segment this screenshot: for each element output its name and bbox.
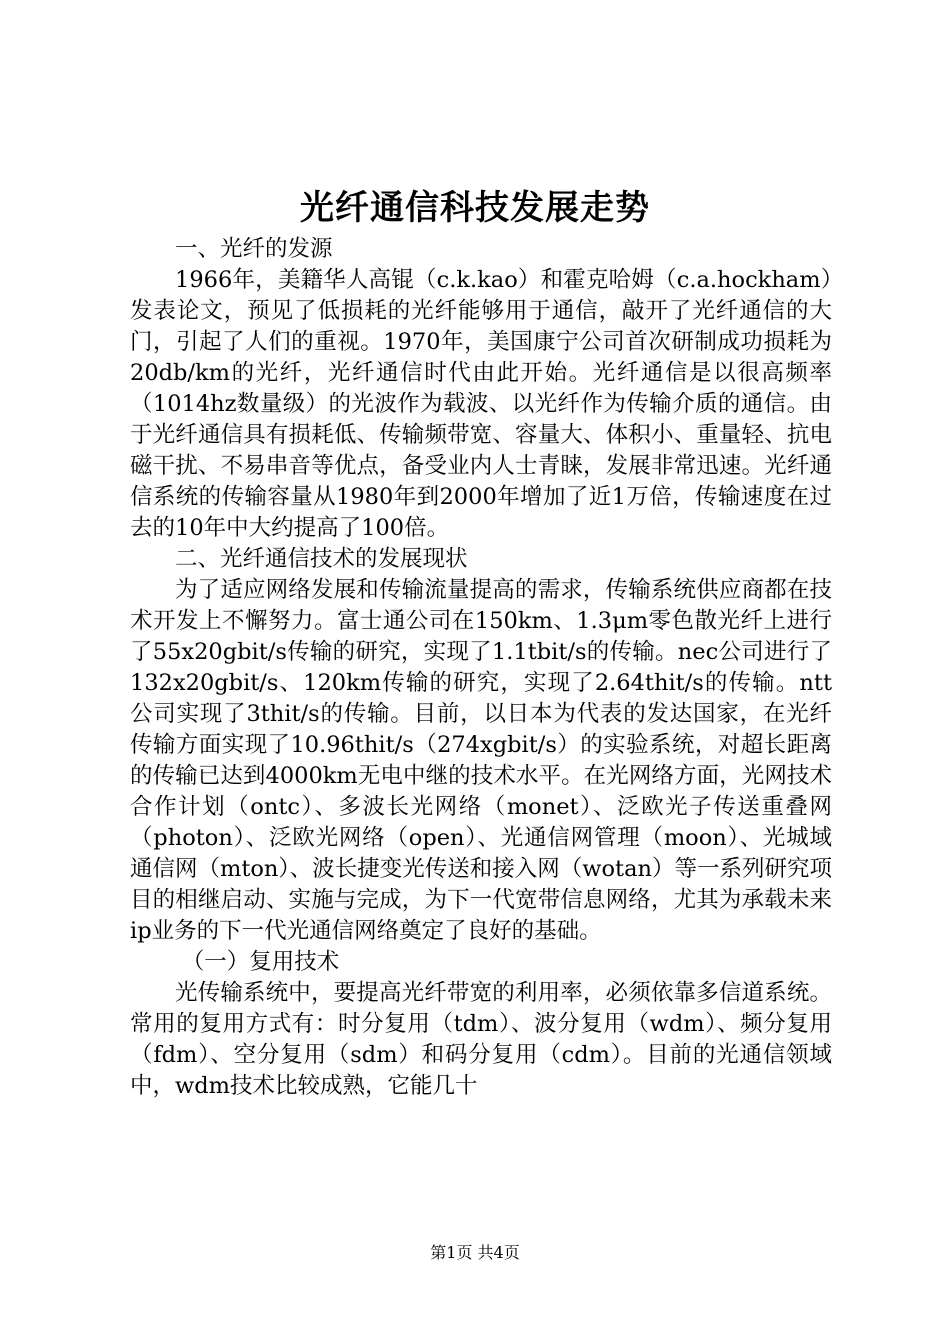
paragraph-status: 为了适应网络发展和传输流量提高的需求，传输系统供应商都在技术开发上不懈努力。富士通公司在150km、1.3μm零色散光纤上进行了55x20gbit/s传输的研究，实现了1.1tbit/s的传输。nec公司进行了132x20gbit/s、120km传输的研究，实现了2.64thit/s的传输。ntt公司实现了3thit/s的传输。目前，以日本为代表的发达国家，在光纤传输方面实现了10.96thit/s（274xgbit/s）的实验系统，对超长距离的传输已达到4000km无电中继的技术水平。在光网络方面，光网技术合作计划（ontc）、多波长光网络（monet）、泛欧光子传送重叠网（photon）、泛欧光网络（open）、光通信网管理（moon）、光城域通信网（mton）、波长捷变光传送和接入网（wotan）等一系列研究项目的相继启动、实施与完成，为下一代宽带信息网络，尤其为承载未来ip业务的下一代光通信网络奠定了良好的基础。 [130,577,832,944]
section-heading-status: 二、光纤通信技术的发展现状 [175,546,468,572]
document-body [130,234,832,1102]
paragraph-origin: 1966年，美籍华人高锟（c.k.kao）和霍克哈姆（c.a.hockham）发表论文，预见了低损耗的光纤能够用于通信，敲开了光纤通信的大门，引起了人们的重视。1970年，美国康宁公司首次研制成功损耗为20db/km的光纤，光纤通信时代由此开始。光纤通信是以很高频率（1014hz数量级）的光波作为载波、以光纤作为传输介质的通信。由于光纤通信具有损耗低、传输频带宽、容量大、体积小、重量轻、抗电磁干扰、不易串音等优点，备受业内人士青睐，发展非常迅速。光纤通信系统的传输容量从1980年到2000年增加了近1万倍，传输速度在过去的10年中大约提高了100倍。 [130,267,832,541]
page-footer: 第1页 共4页 [430,1243,520,1262]
paragraph-multiplexing: 光传输系统中，要提高光纤带宽的利用率，必须依靠多信道系统。常用的复用方式有：时分复用（tdm）、波分复用（wdm）、频分复用（fdm）、空分复用（sdm）和码分复用（cdm）。目前的光通信领域中，wdm技术比较成熟，它能几十 [130,980,832,1099]
section-heading-origin: 一、光纤的发源 [175,236,333,262]
document-title: 光纤通信科技发展走势 [300,188,650,228]
subsection-heading-multiplexing: （一）复用技术 [181,949,340,975]
